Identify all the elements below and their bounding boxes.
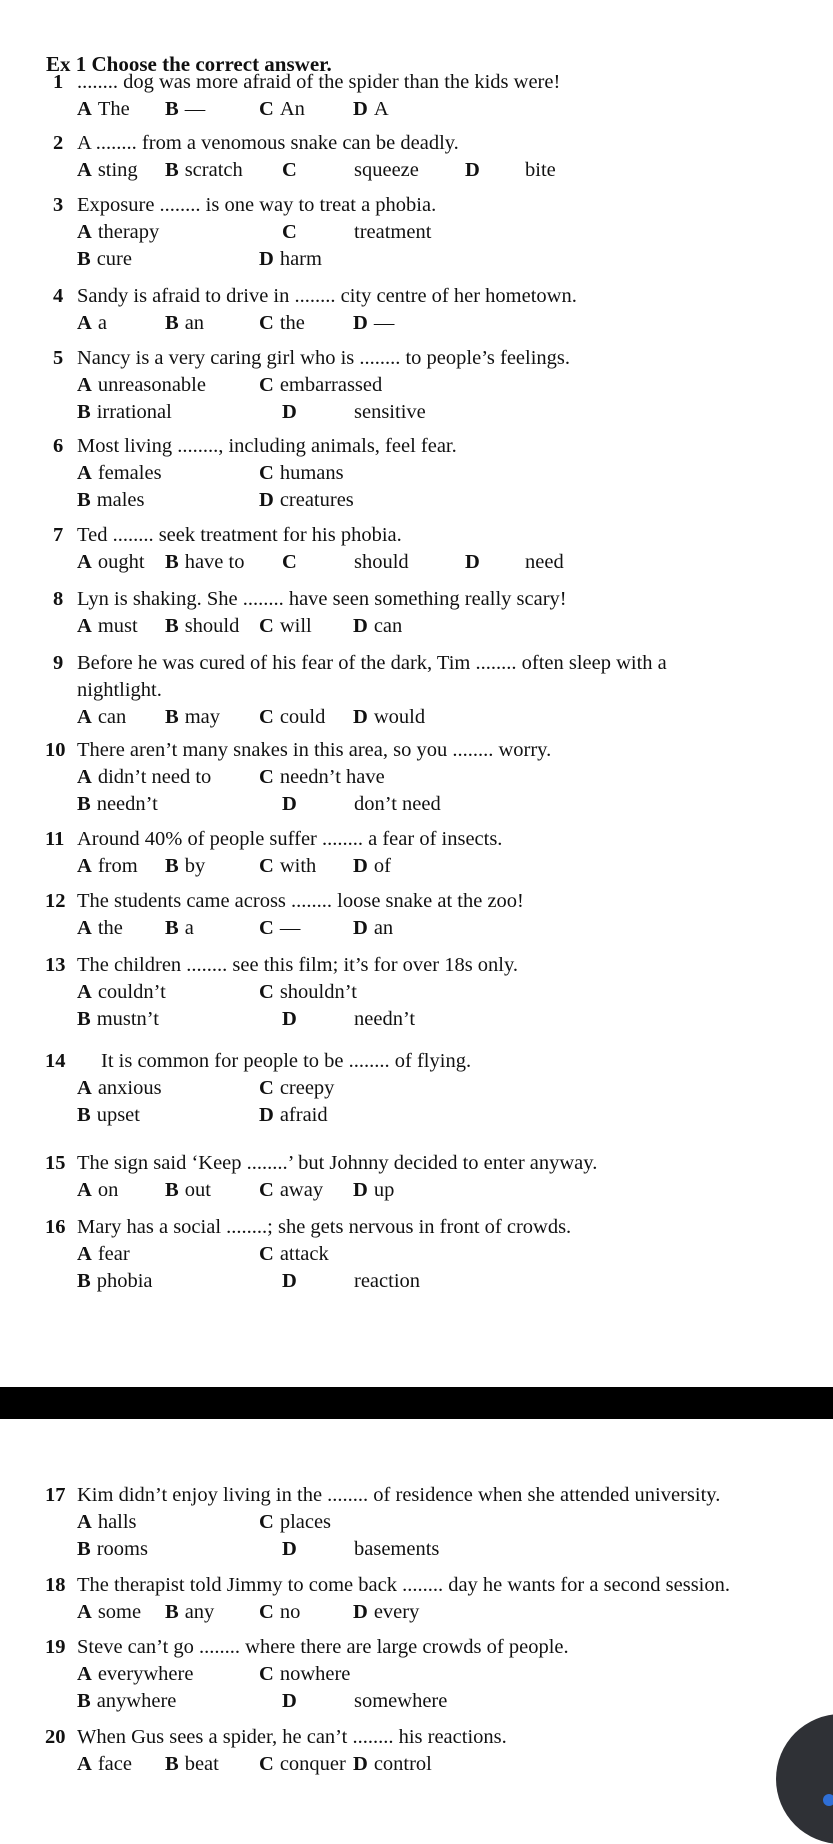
option-letter: A (77, 374, 92, 396)
question-number: 5 (53, 347, 64, 369)
question-text: Around 40% of people suffer ........ a fear of insects. (77, 828, 503, 850)
option-letter: C (259, 1753, 274, 1775)
question-text: When Gus sees a spider, he can’t ........ his reactions. (77, 1726, 507, 1748)
option-text: — (279, 917, 301, 939)
option-text: halls (97, 1511, 137, 1533)
option-text: rooms (96, 1538, 148, 1560)
option-letter: D (282, 1270, 297, 1292)
option-letter: C (259, 1511, 274, 1533)
option-text: should (354, 551, 409, 573)
option-b[interactable] (165, 1600, 214, 1625)
option-letter: A (77, 917, 92, 939)
option-a[interactable] (77, 1662, 193, 1687)
question-number: 19 (45, 1636, 66, 1658)
option-b[interactable] (165, 311, 204, 336)
option-b[interactable] (165, 158, 243, 183)
option-letter: A (77, 312, 92, 334)
option-letter: C (282, 221, 297, 243)
option-letter: C (259, 1601, 274, 1623)
option-letter: B (165, 706, 179, 728)
option-a[interactable] (77, 1752, 132, 1777)
floating-action-button[interactable] (776, 1714, 833, 1844)
option-letter: B (165, 1179, 179, 1201)
option-letter: D (353, 98, 368, 120)
option-letter: D (282, 1538, 297, 1560)
option-d[interactable] (353, 311, 394, 336)
option-a[interactable] (77, 97, 130, 122)
option-letter: C (259, 312, 274, 334)
option-a[interactable] (77, 765, 211, 790)
option-letter: D (353, 706, 368, 728)
option-letter: D (353, 855, 368, 877)
option-letter: A (77, 1663, 92, 1685)
option-a[interactable] (77, 550, 145, 575)
option-letter: B (165, 312, 179, 334)
option-text: would (373, 706, 426, 728)
option-letter: C (259, 981, 274, 1003)
option-text: any (184, 1601, 215, 1623)
question-text: ........ dog was more afraid of the spider than the kids were! (77, 71, 561, 93)
option-b[interactable] (77, 1689, 176, 1714)
option-b[interactable] (165, 1178, 211, 1203)
option-b[interactable] (165, 614, 239, 639)
option-letter: A (77, 1179, 92, 1201)
option-letter: D (282, 401, 297, 423)
option-text: unreasonable (97, 374, 206, 396)
option-letter: B (77, 1104, 91, 1126)
option-text: beat (184, 1753, 219, 1775)
option-text: must (97, 615, 138, 637)
option-letter: D (353, 1179, 368, 1201)
option-text: — (184, 98, 206, 120)
option-b[interactable] (77, 247, 132, 272)
option-b[interactable] (165, 854, 205, 879)
option-text: will (279, 615, 312, 637)
option-a[interactable] (77, 373, 206, 398)
option-b[interactable] (77, 1269, 152, 1294)
option-letter: D (259, 489, 274, 511)
option-d[interactable] (353, 614, 402, 639)
option-c[interactable] (259, 765, 385, 790)
option-text: away (279, 1179, 324, 1201)
question-number: 3 (53, 194, 64, 216)
question-text: There aren’t many snakes in this area, so you ........ worry. (77, 739, 552, 761)
option-letter: D (465, 551, 480, 573)
option-text: mustn’t (96, 1008, 159, 1030)
option-text: conquer (279, 1753, 346, 1775)
option-text: males (96, 489, 145, 511)
question-number: 1 (53, 71, 64, 93)
question-text: A ........ from a venomous snake can be deadly. (77, 132, 459, 154)
option-text: some (97, 1601, 142, 1623)
option-letter: D (353, 1753, 368, 1775)
option-d[interactable] (353, 705, 425, 730)
option-d[interactable] (465, 550, 564, 575)
option-d[interactable] (282, 1689, 448, 1714)
option-b[interactable] (165, 97, 205, 122)
option-letter: C (259, 615, 274, 637)
option-text: by (184, 855, 206, 877)
option-letter: A (77, 1077, 92, 1099)
question-number: 10 (45, 739, 66, 761)
option-letter: B (165, 98, 179, 120)
option-b[interactable] (77, 1103, 140, 1128)
option-a[interactable] (77, 220, 159, 245)
option-text: ought (97, 551, 145, 573)
option-b[interactable] (77, 488, 145, 513)
option-text: bite (525, 159, 556, 181)
option-text: basements (354, 1538, 440, 1560)
option-c[interactable] (259, 1600, 300, 1625)
question-text: The students came across ........ loose snake at the zoo! (77, 890, 524, 912)
question-number: 11 (45, 828, 65, 850)
option-b[interactable] (77, 1007, 159, 1032)
option-letter: C (259, 374, 274, 396)
option-letter: D (353, 312, 368, 334)
question-number: 9 (53, 652, 64, 674)
option-letter: B (165, 615, 179, 637)
option-a[interactable] (77, 1600, 141, 1625)
option-text: a (97, 312, 107, 334)
question-text: The therapist told Jimmy to come back ........ day he wants for a second session. (77, 1574, 731, 1596)
question-number: 6 (53, 435, 64, 457)
question-text: Kim didn’t enjoy living in the ........ of residence when she attended university. (77, 1484, 721, 1506)
option-letter: C (259, 1179, 274, 1201)
option-letter: C (259, 1077, 274, 1099)
option-c[interactable] (259, 980, 357, 1005)
question-text: Exposure ........ is one way to treat a phobia. (77, 194, 437, 216)
option-letter: C (259, 855, 274, 877)
option-letter: B (165, 1601, 179, 1623)
option-c[interactable] (259, 1076, 334, 1101)
option-d[interactable] (353, 1752, 432, 1777)
option-a[interactable] (77, 614, 138, 639)
option-letter: A (77, 98, 92, 120)
option-a[interactable] (77, 1510, 137, 1535)
option-c[interactable] (282, 220, 432, 245)
question-number: 15 (45, 1152, 66, 1174)
option-letter: A (77, 1753, 92, 1775)
option-d[interactable] (353, 1178, 394, 1203)
option-d[interactable] (259, 1103, 328, 1128)
option-b[interactable] (77, 792, 158, 817)
option-text: creepy (279, 1077, 335, 1099)
question-text: The sign said ‘Keep ........’ but Johnny decided to enter anyway. (77, 1152, 598, 1174)
option-text: phobia (96, 1270, 153, 1292)
question-number: 2 (53, 132, 64, 154)
option-text: — (373, 312, 395, 334)
option-d[interactable] (282, 1269, 421, 1294)
option-letter: D (353, 615, 368, 637)
black-divider-bar (0, 1387, 833, 1419)
option-text: of (373, 855, 391, 877)
option-letter: B (165, 1753, 179, 1775)
option-a[interactable] (77, 1076, 162, 1101)
option-text: every (373, 1601, 420, 1623)
option-text: fear (97, 1243, 130, 1265)
option-letter: B (77, 1538, 91, 1560)
option-c[interactable] (259, 1242, 329, 1267)
question-number: 7 (53, 524, 64, 546)
option-c[interactable] (259, 97, 305, 122)
option-text: face (97, 1753, 132, 1775)
option-text: from (97, 855, 138, 877)
option-letter: B (77, 248, 91, 270)
option-b[interactable] (165, 705, 220, 730)
option-d[interactable] (282, 1007, 416, 1032)
option-d[interactable] (282, 792, 441, 817)
option-text: An (279, 98, 305, 120)
question-text: Mary has a social ........; she gets nervous in front of crowds. (77, 1216, 572, 1238)
option-letter: D (465, 159, 480, 181)
option-text: squeeze (354, 159, 419, 181)
option-letter: A (77, 615, 92, 637)
option-letter: B (77, 1270, 91, 1292)
option-text: nowhere (279, 1663, 351, 1685)
option-letter: A (77, 981, 92, 1003)
option-letter: C (259, 98, 274, 120)
option-b[interactable] (165, 1752, 219, 1777)
option-text: can (97, 706, 127, 728)
option-c[interactable] (259, 705, 325, 730)
option-text: sensitive (354, 401, 426, 423)
option-letter: B (165, 917, 179, 939)
option-d[interactable] (353, 1600, 419, 1625)
option-text: anywhere (96, 1690, 177, 1712)
option-c[interactable] (259, 614, 312, 639)
option-letter: C (259, 917, 274, 939)
question-number: 16 (45, 1216, 66, 1238)
option-text: afraid (279, 1104, 328, 1126)
option-letter: A (77, 462, 92, 484)
question-text: Before he was cured of his fear of the dark, Tim ........ often sleep with a (77, 652, 667, 674)
option-text: could (279, 706, 326, 728)
option-a[interactable] (77, 1178, 118, 1203)
question-number: 13 (45, 954, 66, 976)
option-text: irrational (96, 401, 172, 423)
option-c[interactable] (282, 158, 419, 183)
option-c[interactable] (259, 461, 344, 486)
option-letter: C (282, 159, 297, 181)
option-c[interactable] (259, 916, 300, 941)
option-letter: A (77, 1511, 92, 1533)
option-letter: C (259, 1663, 274, 1685)
option-letter: B (165, 551, 179, 573)
option-text: an (373, 917, 394, 939)
option-b[interactable] (77, 400, 172, 425)
option-letter: D (353, 917, 368, 939)
option-text: have to (184, 551, 245, 573)
option-letter: B (77, 793, 91, 815)
option-d[interactable] (259, 247, 322, 272)
option-a[interactable] (77, 1242, 130, 1267)
option-a[interactable] (77, 854, 138, 879)
option-letter: B (77, 401, 91, 423)
option-d[interactable] (353, 916, 393, 941)
question-number: 17 (45, 1484, 66, 1506)
option-text: females (97, 462, 162, 484)
option-letter: D (259, 1104, 274, 1126)
option-letter: A (77, 159, 92, 181)
option-text: should (184, 615, 240, 637)
question-number: 14 (45, 1050, 66, 1072)
option-letter: D (282, 793, 297, 815)
option-text: don’t need (354, 793, 441, 815)
option-text: scratch (184, 159, 243, 181)
option-c[interactable] (259, 854, 316, 879)
option-c[interactable] (259, 1752, 346, 1777)
option-letter: A (77, 1601, 92, 1623)
question-text: Nancy is a very caring girl who is ........ to people’s feelings. (77, 347, 571, 369)
option-text: humans (279, 462, 344, 484)
question-text: Steve can’t go ........ where there are large crowds of people. (77, 1636, 569, 1658)
exercise-title: Ex 1 Choose the correct answer. (46, 52, 332, 76)
option-text: an (184, 312, 205, 334)
option-text: everywhere (97, 1663, 194, 1685)
option-c[interactable] (259, 311, 305, 336)
option-letter: C (259, 706, 274, 728)
option-c[interactable] (259, 373, 382, 398)
option-b[interactable] (165, 550, 244, 575)
option-b[interactable] (165, 916, 194, 941)
option-letter: B (77, 1690, 91, 1712)
option-d[interactable] (353, 97, 389, 122)
option-text: control (373, 1753, 432, 1775)
question-text: Lyn is shaking. She ........ have seen something really scary! (77, 588, 567, 610)
option-letter: B (165, 855, 179, 877)
option-letter: A (77, 221, 92, 243)
option-letter: C (259, 1243, 274, 1265)
notification-dot-icon (823, 1794, 833, 1806)
option-letter: B (165, 159, 179, 181)
option-d[interactable] (282, 1537, 440, 1562)
option-d[interactable] (353, 854, 391, 879)
question-number: 4 (53, 285, 64, 307)
option-letter: D (353, 1601, 368, 1623)
question-text: Sandy is afraid to drive in ........ city centre of her hometown. (77, 285, 577, 307)
option-text: creatures (279, 489, 354, 511)
option-c[interactable] (282, 550, 409, 575)
option-d[interactable] (465, 158, 556, 183)
option-text: can (373, 615, 403, 637)
option-letter: A (77, 1243, 92, 1265)
option-letter: D (259, 248, 274, 270)
option-text: embarrassed (279, 374, 383, 396)
option-text: didn’t need to (97, 766, 212, 788)
option-letter: D (282, 1008, 297, 1030)
option-text: needn’t have (279, 766, 385, 788)
option-letter: A (77, 706, 92, 728)
option-a[interactable] (77, 705, 126, 730)
option-text: needn’t (354, 1008, 416, 1030)
option-letter: C (282, 551, 297, 573)
option-a[interactable] (77, 158, 138, 183)
question-text: The children ........ see this film; it’s for over 18s only. (77, 954, 519, 976)
option-letter: D (282, 1690, 297, 1712)
option-text: out (184, 1179, 211, 1201)
option-c[interactable] (259, 1178, 323, 1203)
option-text: places (279, 1511, 332, 1533)
option-c[interactable] (259, 1662, 350, 1687)
option-text: The (97, 98, 130, 120)
option-text: with (279, 855, 317, 877)
question-number: 20 (45, 1726, 66, 1748)
option-text: sting (97, 159, 138, 181)
option-letter: C (259, 462, 274, 484)
option-a[interactable] (77, 311, 107, 336)
option-text: on (97, 1179, 119, 1201)
option-text: the (97, 917, 123, 939)
question-text: Ted ........ seek treatment for his phobia. (77, 524, 402, 546)
option-text: a (184, 917, 194, 939)
option-text: shouldn’t (279, 981, 357, 1003)
option-text: cure (96, 248, 132, 270)
option-text: somewhere (354, 1690, 448, 1712)
option-text: the (279, 312, 305, 334)
option-text: A (373, 98, 389, 120)
option-letter: A (77, 855, 92, 877)
option-d[interactable] (282, 400, 426, 425)
question-text-continued: nightlight. (77, 679, 162, 701)
question-number: 12 (45, 890, 66, 912)
option-a[interactable] (77, 980, 166, 1005)
option-text: treatment (354, 221, 432, 243)
option-letter: C (259, 766, 274, 788)
option-text: needn’t (96, 793, 158, 815)
option-text: no (279, 1601, 301, 1623)
option-text: up (373, 1179, 395, 1201)
question-text: Most living ........, including animals, feel fear. (77, 435, 457, 457)
option-text: anxious (97, 1077, 162, 1099)
option-letter: B (77, 1008, 91, 1030)
option-c[interactable] (259, 1510, 331, 1535)
option-a[interactable] (77, 916, 123, 941)
option-text: harm (279, 248, 322, 270)
question-number: 8 (53, 588, 64, 610)
option-text: therapy (97, 221, 160, 243)
option-text: couldn’t (97, 981, 166, 1003)
question-number: 18 (45, 1574, 66, 1596)
option-text: may (184, 706, 220, 728)
option-a[interactable] (77, 461, 162, 486)
option-text: attack (279, 1243, 329, 1265)
option-d[interactable] (259, 488, 354, 513)
option-text: need (525, 551, 564, 573)
option-text: upset (96, 1104, 140, 1126)
option-letter: A (77, 551, 92, 573)
option-letter: A (77, 766, 92, 788)
question-text: It is common for people to be ........ of flying. (101, 1050, 472, 1072)
option-text: reaction (354, 1270, 421, 1292)
option-b[interactable] (77, 1537, 148, 1562)
option-letter: B (77, 489, 91, 511)
